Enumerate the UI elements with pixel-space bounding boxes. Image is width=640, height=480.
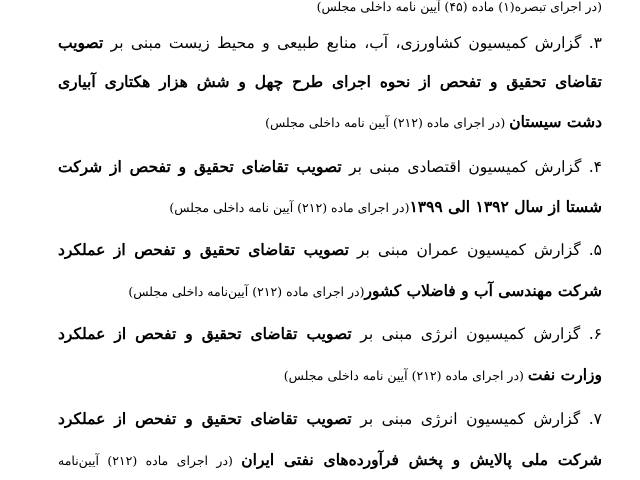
bold-text-span: شرکت مهندسی آب و فاضلاب کشور [364, 281, 602, 300]
text-line [58, 320, 602, 348]
text-span: (در اجرای ماده (۲۱۲) آیین نامه داخلی مجلس) [283, 368, 528, 383]
bold-text-span: وزارت نفت [527, 365, 602, 384]
text-line [58, 446, 602, 474]
bold-text-span: تصویب تقاضای تحقیق و تفحص از عملکرد [58, 324, 352, 343]
text-line [58, 29, 602, 57]
bold-text-span: تصویب تقاضای تحقیق و تفحص از عملکرد [58, 240, 349, 259]
text-span: ۵. گزارش کمیسیون عمران مبنی بر [348, 241, 602, 259]
text-line [58, 277, 602, 305]
text-line [58, 236, 602, 264]
text-span: ۳. گزارش کمیسیون کشاورزی، آب، منابع طبیعی و محیط زیست مبنی بر [103, 34, 602, 52]
text-line [58, 153, 602, 181]
bold-text-span: تقاضای تحقیق و تفحص از نحوه اجرای طرح چهل و شش هزار هکتاری آبیاری [58, 72, 602, 91]
bold-text-span: تصویب تقاضای تحقیق و تفحص از شرکت [58, 157, 342, 176]
bold-text-span: شستا از سال ۱۳۹۲ الی ۱۳۹۹ [409, 197, 602, 216]
text-span: (در اجرای ماده (۲۱۲) آیین‌نامه [58, 453, 242, 468]
text-span: (در اجرای ماده (۲۱۲) آیین‌نامه داخلی مجلس) [128, 284, 365, 299]
bold-text-span: تصویب [58, 33, 104, 52]
bold-text-span: دشت سیستان [509, 112, 602, 131]
text-span: (در اجرای تبصره(۱) ماده (۴۵) آیین نامه داخلی مجلس) [316, 0, 602, 14]
bold-text-span: شرکت ملی پالایش و پخش فرآورده‌های نفتی ایران [241, 450, 602, 469]
text-line [58, 68, 602, 96]
text-line [58, 405, 602, 433]
text-line [58, 108, 602, 136]
text-span: ۴. گزارش کمیسیون اقتصادی مبنی بر [341, 158, 602, 176]
bold-text-span: تصویب تقاضای تحقیق و تفحص از عملکرد [58, 409, 352, 428]
text-line [58, 0, 602, 20]
text-span: ۶. گزارش کمیسیون انرژی مبنی بر [351, 325, 602, 343]
text-span: (در اجرای ماده (۲۱۲) آیین نامه داخلی مجلس) [265, 115, 510, 130]
text-line [58, 361, 602, 389]
text-line [58, 193, 602, 221]
text-span: (در اجرای ماده (۲۱۲) آیین نامه داخلی مجلس) [169, 200, 410, 215]
text-span: ۷. گزارش کمیسیون انرژی مبنی بر [351, 410, 602, 428]
